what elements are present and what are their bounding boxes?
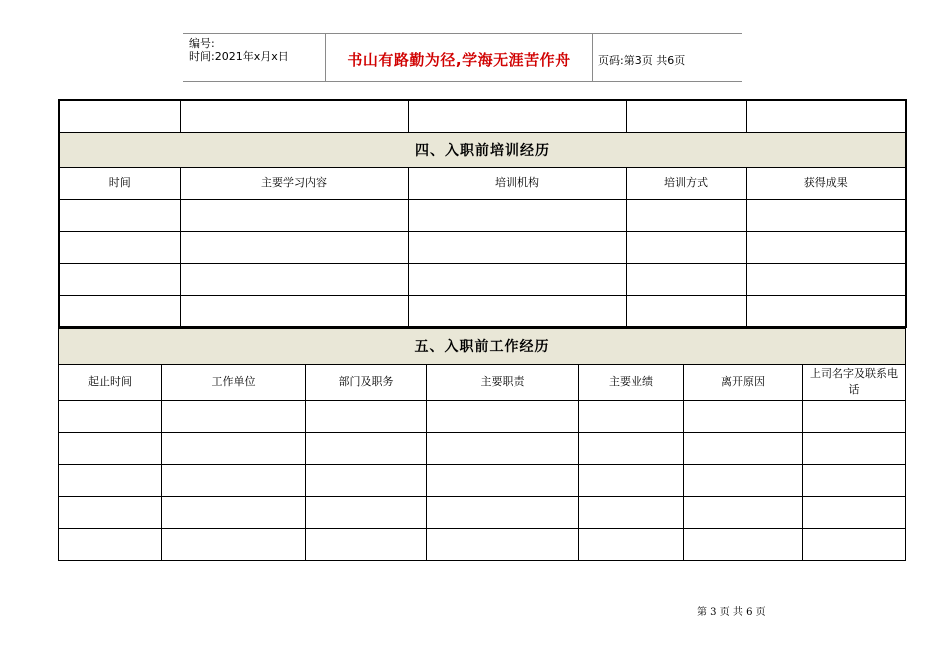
table-cell[interactable] — [59, 199, 180, 231]
table-row — [59, 100, 906, 132]
table-cell[interactable] — [746, 295, 906, 327]
table-cell[interactable] — [427, 528, 579, 560]
document-number-label: 编号: — [189, 37, 215, 50]
table-cell[interactable] — [59, 295, 180, 327]
footer-page-number: 第 3 页 共 6 页 — [697, 607, 766, 618]
table-cell[interactable] — [427, 496, 579, 528]
table-cell[interactable] — [180, 100, 408, 132]
table-row — [59, 400, 906, 432]
table-row — [59, 432, 906, 464]
table-cell[interactable] — [579, 464, 684, 496]
document-time-label: 时间:2021年x月x日 — [189, 50, 289, 63]
table-cell[interactable] — [306, 496, 427, 528]
table-cell[interactable] — [306, 528, 427, 560]
table-cell[interactable] — [162, 496, 306, 528]
column-header: 主要业绩 — [579, 364, 684, 400]
header-meta-cell — [183, 34, 325, 81]
table-cell[interactable] — [59, 464, 162, 496]
table-cell[interactable] — [427, 432, 579, 464]
table-cell[interactable] — [746, 231, 906, 263]
table-cell[interactable] — [408, 295, 626, 327]
column-header: 获得成果 — [746, 167, 906, 199]
table-cell[interactable] — [408, 231, 626, 263]
table-cell[interactable] — [626, 231, 746, 263]
table-cell[interactable] — [746, 263, 906, 295]
column-header-row — [59, 167, 906, 199]
table-row — [59, 464, 906, 496]
table-cell[interactable] — [180, 263, 408, 295]
table-cell[interactable] — [408, 263, 626, 295]
table-cell[interactable] — [59, 263, 180, 295]
table-cell[interactable] — [684, 432, 803, 464]
table-cell[interactable] — [803, 496, 906, 528]
table-cell[interactable] — [162, 464, 306, 496]
table-cell[interactable] — [59, 100, 180, 132]
table-cell[interactable] — [684, 528, 803, 560]
section-title: 五、入职前工作经历 — [59, 328, 906, 364]
column-header: 主要学习内容 — [180, 167, 408, 199]
table-row — [59, 528, 906, 560]
column-header: 培训方式 — [626, 167, 746, 199]
table-cell[interactable] — [626, 295, 746, 327]
table-cell[interactable] — [626, 100, 746, 132]
header-motto-cell — [325, 34, 593, 81]
table-cell[interactable] — [408, 100, 626, 132]
table-cell[interactable] — [162, 432, 306, 464]
column-header: 培训机构 — [408, 167, 626, 199]
table-cell[interactable] — [626, 199, 746, 231]
table-cell[interactable] — [408, 199, 626, 231]
column-header: 部门及职务 — [306, 364, 427, 400]
table-cell[interactable] — [626, 263, 746, 295]
section-title: 四、入职前培训经历 — [59, 132, 906, 167]
table-cell[interactable] — [59, 432, 162, 464]
header-page-info: 页码:第3页 共6页 — [598, 54, 686, 67]
table-cell[interactable] — [684, 496, 803, 528]
table-row — [59, 231, 906, 263]
table-row — [59, 295, 906, 327]
section-title-row — [59, 132, 906, 167]
table-cell[interactable] — [162, 528, 306, 560]
table-row — [59, 496, 906, 528]
header-motto: 书山有路勤为径,学海无涯苦作舟 — [347, 51, 571, 69]
table-row — [59, 263, 906, 295]
table-cell[interactable] — [746, 100, 906, 132]
table-cell[interactable] — [746, 199, 906, 231]
column-header: 上司名字及联系电话 — [803, 364, 906, 400]
table-cell[interactable] — [59, 231, 180, 263]
table-cell[interactable] — [579, 496, 684, 528]
table-cell[interactable] — [59, 528, 162, 560]
table-cell[interactable] — [427, 400, 579, 432]
column-header: 起止时间 — [59, 364, 162, 400]
table-cell[interactable] — [427, 464, 579, 496]
table-cell[interactable] — [180, 295, 408, 327]
column-header-row — [59, 364, 906, 400]
column-header: 主要职责 — [427, 364, 579, 400]
table-cell[interactable] — [162, 400, 306, 432]
table-cell[interactable] — [180, 199, 408, 231]
training-history-table — [58, 99, 907, 328]
table-cell[interactable] — [684, 400, 803, 432]
table-cell[interactable] — [803, 400, 906, 432]
table-cell[interactable] — [803, 432, 906, 464]
column-header: 时间 — [59, 167, 180, 199]
table-cell[interactable] — [59, 400, 162, 432]
table-cell[interactable] — [306, 400, 427, 432]
table-cell[interactable] — [803, 464, 906, 496]
page-header — [183, 33, 742, 82]
table-cell[interactable] — [306, 464, 427, 496]
table-row — [59, 199, 906, 231]
column-header: 离开原因 — [684, 364, 803, 400]
table-cell[interactable] — [579, 432, 684, 464]
table-cell[interactable] — [684, 464, 803, 496]
work-history-table — [58, 327, 906, 561]
table-cell[interactable] — [59, 496, 162, 528]
column-header: 工作单位 — [162, 364, 306, 400]
section-title-row — [59, 328, 906, 364]
table-cell[interactable] — [180, 231, 408, 263]
table-cell[interactable] — [579, 528, 684, 560]
table-cell[interactable] — [579, 400, 684, 432]
table-cell[interactable] — [306, 432, 427, 464]
table-cell[interactable] — [803, 528, 906, 560]
header-page-cell — [592, 34, 742, 81]
